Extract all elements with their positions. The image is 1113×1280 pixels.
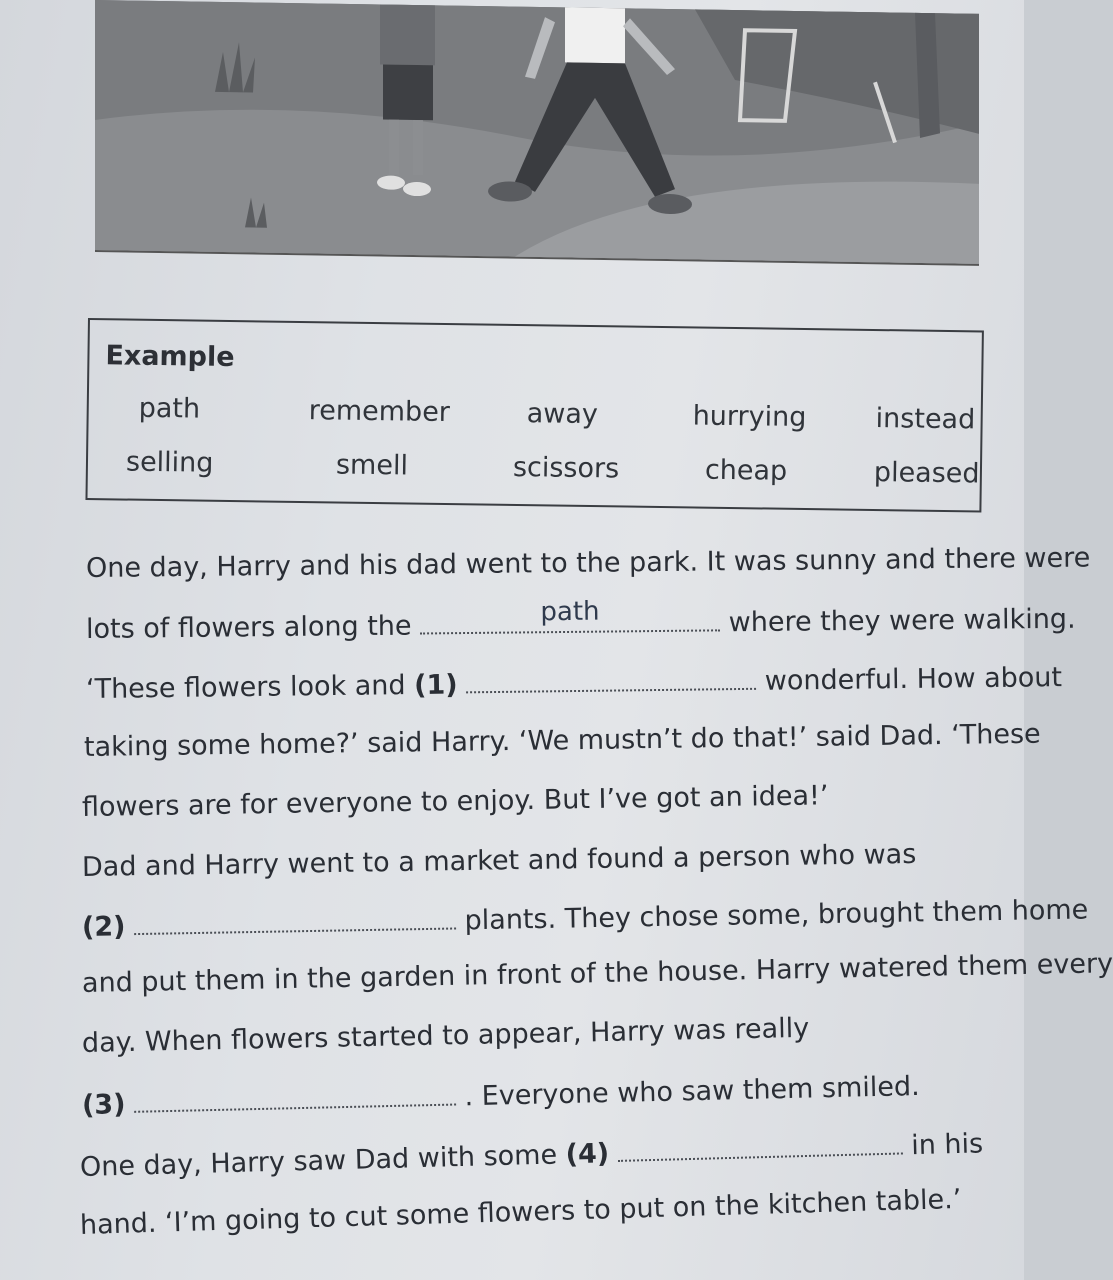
story-text-3b: wonderful. How about <box>764 662 1063 697</box>
word-hurrying: hurrying <box>692 400 807 434</box>
story-line-4 <box>84 719 1041 763</box>
story-text-7b: plants. They chose some, brought them home <box>464 894 1089 937</box>
story-line-10 <box>82 1069 920 1121</box>
story-text-2b: where they were walking. <box>728 603 1076 639</box>
story-text-11b: in his <box>910 1128 984 1162</box>
story-text-4: taking some home?’ said Harry. ‘We mustn’t do that!’ said Dad. ‘These <box>83 718 1041 763</box>
word-smell: smell <box>335 449 409 482</box>
story-line-11 <box>80 1126 984 1183</box>
question-3-blank[interactable] <box>134 1080 457 1113</box>
story-line-7 <box>82 892 1089 943</box>
question-2-blank[interactable] <box>134 903 456 935</box>
word-remember: remember <box>308 395 451 429</box>
story-text-12: hand. ‘I’m going to cut some flowers to put on the kitchen table.’ <box>79 1183 962 1241</box>
story-text-6: Dad and Harry went to a market and found a person who was <box>81 838 917 883</box>
question-4-blank[interactable] <box>617 1128 903 1161</box>
example-answer-blank <box>420 596 720 634</box>
word-scissors: scissors <box>512 451 620 485</box>
story-text-3a: ‘These flowers look and <box>85 670 406 705</box>
story-text-9: day. When flowers started to appear, Harry was really <box>81 1012 810 1059</box>
word-selling: selling <box>125 446 214 479</box>
question-1-blank[interactable] <box>466 664 756 694</box>
word-path: path <box>138 392 201 425</box>
story-text-5: flowers are for everyone to enjoy. But I’ve got an idea!’ <box>81 780 829 823</box>
story-text-8: and put them in the garden in front of the house. Harry watered them every <box>81 948 1113 999</box>
question-1-number: (1) <box>413 669 458 701</box>
story-line-5 <box>82 780 829 823</box>
story-line-3 <box>86 660 1062 705</box>
story-line-2 <box>85 596 1076 645</box>
question-3-number: (3) <box>81 1089 126 1121</box>
word-pleased: pleased <box>873 456 980 490</box>
story-text-1: One day, Harry and his dad went to the park. It was sunny and there were <box>85 542 1091 584</box>
story-text-2a: lots of flowers along the <box>85 610 412 645</box>
word-instead: instead <box>875 403 976 436</box>
question-4-number: (4) <box>565 1138 610 1171</box>
story-line-1 <box>86 542 1091 584</box>
story-line-12 <box>80 1184 962 1241</box>
story-text-10b: . Everyone who saw them smiled. <box>464 1070 921 1113</box>
question-2-number: (2) <box>81 911 126 943</box>
example-title: Example <box>105 340 235 374</box>
story-line-8 <box>82 948 1113 999</box>
word-cheap: cheap <box>704 454 788 487</box>
example-answer: path <box>540 596 600 628</box>
story-line-9 <box>82 1013 810 1059</box>
story-line-6 <box>82 839 917 883</box>
story-text-11a: One day, Harry saw Dad with some <box>79 1139 558 1183</box>
word-away: away <box>526 398 599 431</box>
